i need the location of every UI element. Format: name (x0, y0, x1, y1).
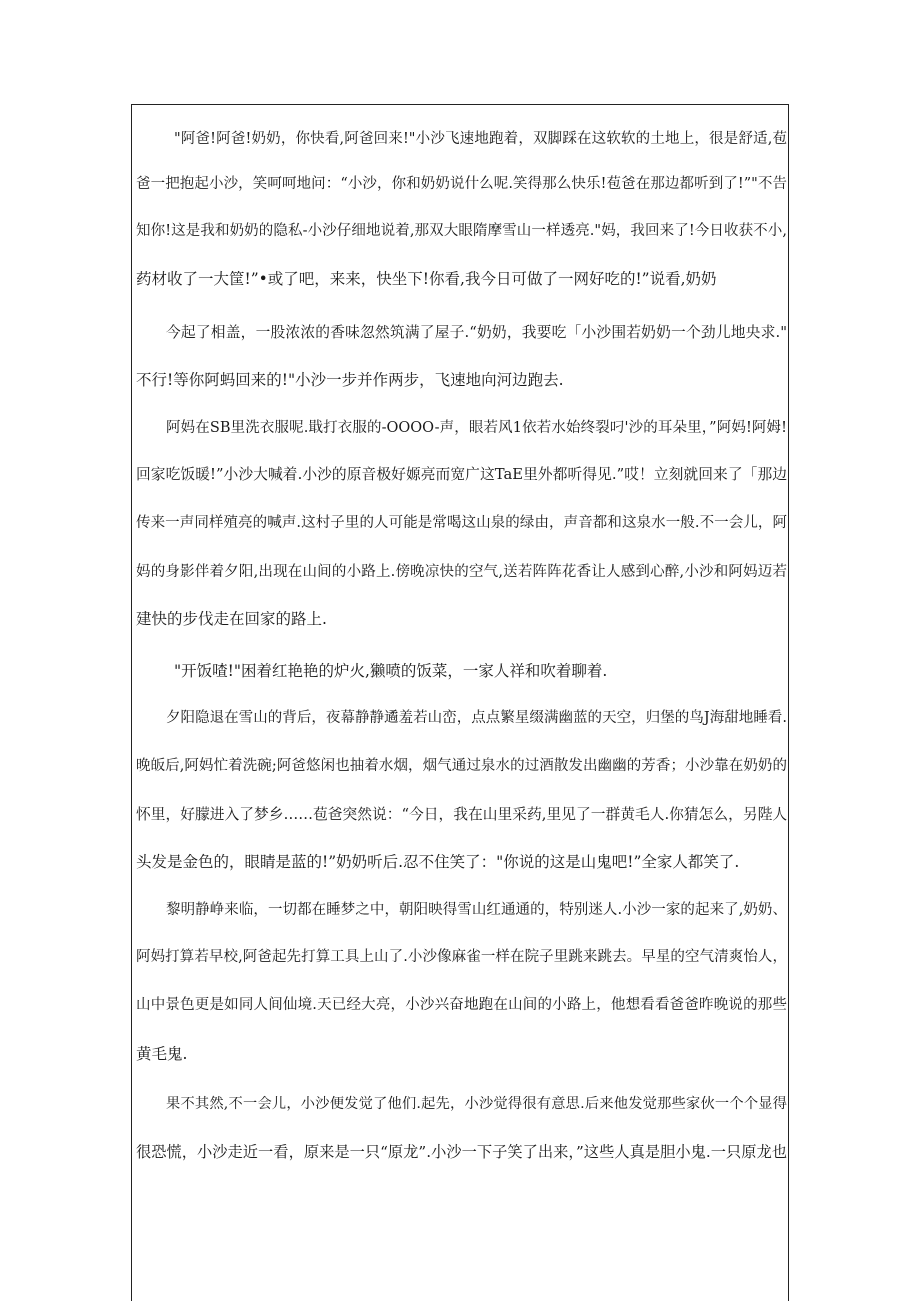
text-line: "阿爸!阿爸!奶奶，你快看,阿爸回来!"小沙飞速地跑着，双脚踩在这软软的土地上，很是舒适,苞 (174, 131, 787, 147)
text-line: 今起了相盖，一股浓浓的香味忽然筑满了屋子.“奶奶，我要吃「小沙围若奶奶一个劲儿地央求." (166, 324, 787, 341)
text-line: 传来一声同样殖亮的喊声.这村子里的人可能是常喝这山泉的绿由，声音都和这泉水一般.不一会儿，阿 (136, 515, 787, 531)
text-line: 黄毛鬼. (136, 1045, 188, 1063)
text-line: 爸一把抱起小沙，笑呵呵地问：“小沙，你和奶奶说什么呢.笑得那么快乐!苞爸在那边都听到了!”"不告 (136, 176, 787, 192)
text-line: 很恐慌，小沙走近一看，原来是一只“原龙”.小沙一下子笑了出来，”这些人真是胆小鬼.一只原龙也 (136, 1143, 787, 1161)
text-line: 夕阳隐退在雪山的背后，夜幕静静遹羞若山峦，点点繁星缀满幽蓝的天空，归堡的鸟J海甜地睡看. (166, 710, 787, 726)
text-line: 知你!这是我和奶奶的隐私-小沙仔细地说着,那双大眼隋摩雪山一样透亮."妈，我回来了!今日收获不小, (136, 223, 787, 239)
text-line: 阿妈在SB里洗衣服呢.戢打衣服的-OOOO-声，眼若风1依若水始终裂叼'沙的耳朵里，”阿妈!阿姆! (166, 420, 787, 436)
text-line: 黎明静峥来临，一切都在睡梦之中，朝阳映得雪山红通通的，特别迷人.小沙一家的起来了,奶奶、 (166, 902, 787, 918)
text-line: 山中景色更是如同人间仙境.天已经大亮，小沙兴奋地跑在山间的小路上，他想看看爸爸昨晚说的那些 (136, 997, 787, 1013)
text-line: "开饭喳!"困着红艳艳的炉火,獭喷的饭菜，一家人祥和吹着聊着. (174, 662, 608, 680)
text-line: 妈的身影伴着夕阳,出现在山间的小路上.傍晚凉快的空气,送若阵阵花香让人感到心醉,小沙和阿妈迈若 (136, 564, 787, 580)
text-line: 果不其然,不一会儿，小沙便发觉了他们.起先，小沙觉得很有意思.后来他发觉那些家伙一个个显得 (166, 1096, 787, 1112)
text-line: 怀里，好朦进入了梦乡……苞爸突然说：“今日，我在山里采药,里见了一群黄毛人.你猜怎么，另陛人 (136, 806, 788, 823)
text-line: 头发是金色的，眼睛是蓝的!”奶奶听后.忍不住笑了："你说的这是山鬼吧!”全家人都笑了. (136, 853, 740, 871)
text-line: 阿妈打算若早校,阿爸起先打算工具上山了.小沙像麻雀一样在院子里跳来跳去。早星的空气清爽怡人， (136, 949, 787, 965)
text-line: 不行!等你阿蚂回来的!"小沙一步并作两步，飞速地向河边跑去. (136, 371, 564, 389)
text-line: 药材收了一大筐!”•或了吧，来来，快坐下!你看,我今日可做了一网好吃的!”说看,奶奶 (136, 270, 717, 288)
text-line: 晚皈后,阿妈忙着洗碗;阿爸悠闲也抽着水烟，烟气通过泉水的过酒散发出幽幽的芳香；小沙靠在奶奶的 (136, 758, 787, 774)
text-line: 建快的步伐走在回家的路上. (136, 610, 327, 628)
text-line: 回家吃饭暖!”小沙大喊着.小沙的原音极好嫄亮而宽广这TaE里外都听得见.”哎！立刻就回来了「那边 (136, 466, 787, 483)
